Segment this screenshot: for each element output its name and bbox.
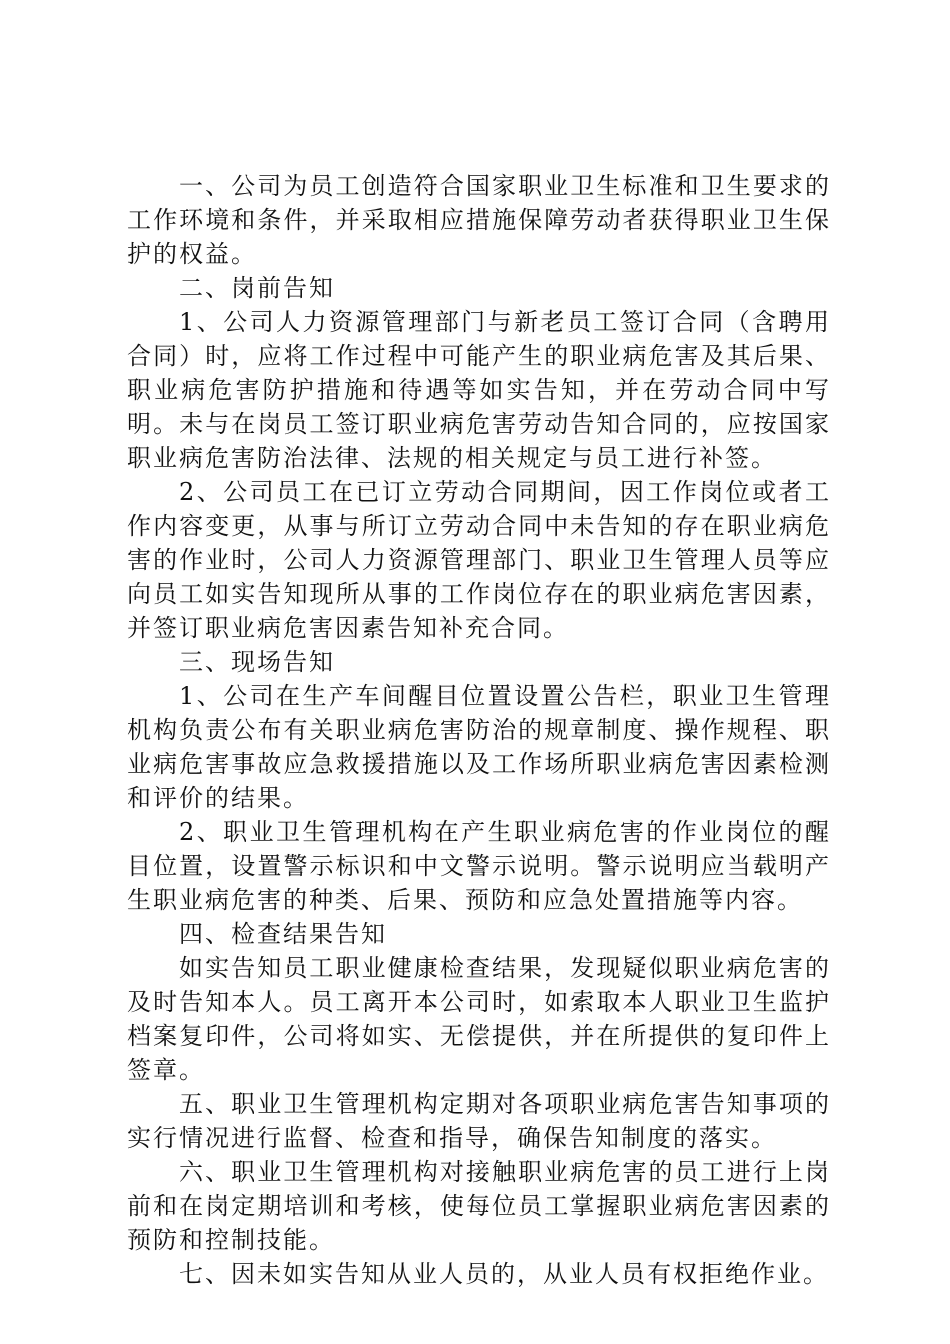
paragraph-onsite-2: 2、职业卫生管理机构在产生职业病危害的作业岗位的醒目位置，设置警示标识和中文警示说明。警示说明应当载明产生职业病危害的种类、后果、预防和应急处置措施等内容。 [127, 818, 831, 914]
paragraph-article-5: 五、职业卫生管理机构定期对各项职业病危害告知事项的实行情况进行监督、检查和指导，确保告知制度的落实。 [127, 1090, 831, 1152]
section-heading-onsite-notice: 三、现场告知 [179, 648, 335, 676]
section-heading-pre-job-notice: 二、岗前告知 [179, 274, 335, 302]
paragraph-onsite-1: 1、公司在生产车间醒目位置设置公告栏，职业卫生管理机构负责公布有关职业病危害防治的规章制度、操作规程、职业病危害事故应急救援措施以及工作场所职业病危害因素检测和评价的结果。 [127, 682, 831, 812]
section-heading-exam-result-notice: 四、检查结果告知 [179, 920, 387, 948]
paragraph-article-6: 六、职业卫生管理机构对接触职业病危害的员工进行上岗前和在岗定期培训和考核，使每位员工掌握职业病危害因素的预防和控制技能。 [127, 1158, 831, 1254]
paragraph-pre-job-1: 1、公司人力资源管理部门与新老员工签订合同（含聘用合同）时，应将工作过程中可能产生的职业病危害及其后果、职业病危害防护措施和待遇等如实告知，并在劳动合同中写明。未与在岗员工签订职业病危害劳动告知合同的，应按国家职业病危害防治法律、法规的相关规定与员工进行补签。 [127, 308, 831, 472]
paragraph-exam-result: 如实告知员工职业健康检查结果，发现疑似职业病危害的及时告知本人。员工离开本公司时，如索取本人职业卫生监护档案复印件，公司将如实、无偿提供，并在所提供的复印件上签章。 [127, 954, 831, 1084]
paragraph-article-1: 一、公司为员工创造符合国家职业卫生标准和卫生要求的工作环境和条件，并采取相应措施保障劳动者获得职业卫生保护的权益。 [127, 172, 831, 268]
paragraph-pre-job-2: 2、公司员工在已订立劳动合同期间，因工作岗位或者工作内容变更，从事与所订立劳动合同中未告知的存在职业病危害的作业时，公司人力资源管理部门、职业卫生管理人员等应向员工如实告知现所从事的工作岗位存在的职业病危害因素，并签订职业病危害因素告知补充合同。 [127, 478, 831, 642]
document-body [127, 169, 831, 1291]
paragraph-article-7: 七、因未如实告知从业人员的，从业人员有权拒绝作业。 [179, 1260, 829, 1288]
